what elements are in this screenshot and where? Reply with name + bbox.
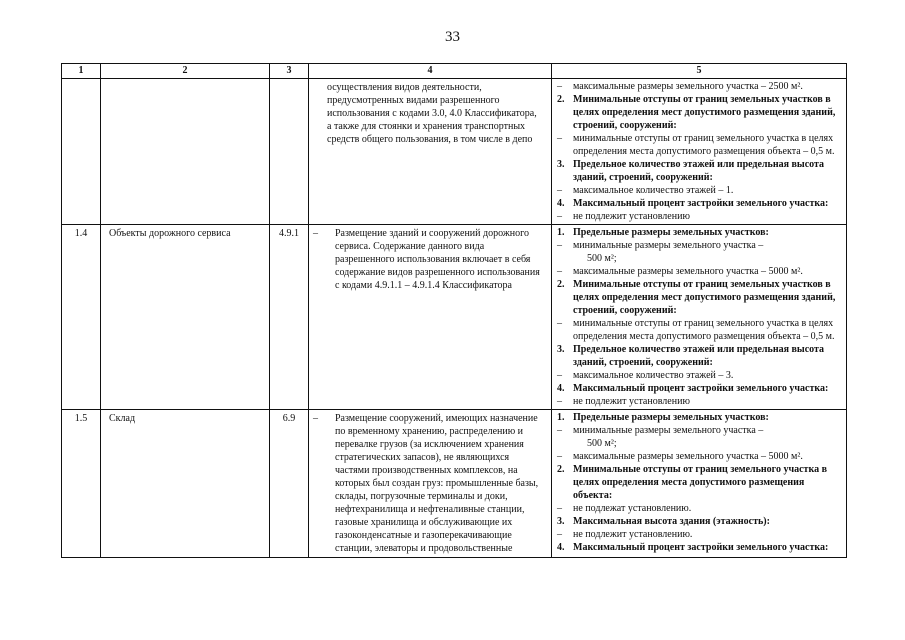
use-description-cell (309, 79, 552, 225)
column-header: 2 (101, 64, 270, 79)
dash-marker: – (557, 425, 562, 436)
parameters-cell (552, 410, 847, 558)
parameter-value (557, 424, 842, 437)
list-number: 3. (557, 344, 565, 355)
parameter-value (557, 80, 842, 93)
use-type-name-cell: Склад (101, 410, 270, 558)
dash-marker: – (557, 185, 562, 196)
use-code-cell: 4.9.1 (270, 225, 309, 410)
list-number: 4. (557, 383, 565, 394)
dash-marker: – (557, 503, 562, 514)
parameter-text: минимальные отступы от границ земельного участка в целях определения места допустимого размещения объекта – 0,5 м. (573, 318, 835, 342)
parameter-text: минимальные отступы от границ земельного участка в целях определения места допустимого размещения объекта – 0,5 м. (573, 133, 835, 157)
dash-marker: – (313, 228, 318, 239)
parameter-value (557, 437, 842, 450)
parameter-value (557, 502, 842, 515)
parameters-cell (552, 79, 847, 225)
description-item (313, 81, 543, 146)
use-type-name-cell (101, 79, 270, 225)
parameter-text: Предельное количество этажей или предельная высота зданий, строений, сооружений: (573, 159, 825, 183)
parameter-value (557, 210, 842, 223)
parameter-heading (557, 158, 842, 184)
use-description-cell (309, 410, 552, 558)
description-item (313, 227, 543, 292)
list-number: 2. (557, 94, 565, 105)
parameter-value (557, 184, 842, 197)
description-text: Размещение зданий и сооружений дорожного сервиса. Содержание данного вида разрешенного использования включает в себя содержание видов разрешенного использования с кодами 4.9.1.1 – 4.9.1.4 Классификатора (335, 228, 540, 291)
dash-marker: – (557, 451, 562, 462)
parameters-cell (552, 225, 847, 410)
parameter-text: Предельные размеры земельных участков: (573, 227, 769, 238)
parameter-value (557, 450, 842, 463)
parameter-text: максимальные размеры земельного участка – 2500 м². (573, 81, 803, 92)
parameter-text: минимальные размеры земельного участка – (573, 425, 764, 436)
dash-marker: – (557, 318, 562, 329)
parameter-text: 500 м²; (587, 253, 617, 264)
dash-marker: – (313, 413, 318, 424)
row-number-cell: 1.4 (62, 225, 101, 410)
column-header: 5 (552, 64, 847, 79)
parameter-value (557, 528, 842, 541)
dash-marker: – (557, 266, 562, 277)
parameter-heading (557, 382, 842, 395)
dash-marker: – (557, 81, 562, 92)
parameter-heading (557, 463, 842, 502)
row-number-cell (62, 79, 101, 225)
parameter-text: минимальные размеры земельного участка – (573, 240, 764, 251)
parameter-heading (557, 515, 842, 528)
use-code-cell: 6.9 (270, 410, 309, 558)
list-number: 2. (557, 279, 565, 290)
list-number: 4. (557, 542, 565, 553)
dash-marker: – (557, 396, 562, 407)
list-number: 3. (557, 516, 565, 527)
parameter-heading (557, 411, 842, 424)
table-row (62, 79, 847, 225)
description-text: осуществления видов деятельности, предусмотренных видами разрешенного использования с кодами 3.0, 4.0 Классификатора, а также для стоянки и хранения транспортных средств общего пользования, в том числе в депо (327, 82, 537, 145)
description-item (313, 412, 543, 555)
parameter-text: Предельное количество этажей или предельная высота зданий, строений, сооружений: (573, 344, 825, 368)
parameter-text: не подлежит установлению (573, 396, 690, 407)
column-header: 3 (270, 64, 309, 79)
parameter-heading (557, 93, 842, 132)
parameter-text: Минимальные отступы от границ земельных участков в целях определения мест допустимого размещения зданий, строений, сооружений: (573, 279, 836, 316)
parameter-text: Максимальный процент застройки земельного участка: (573, 542, 829, 553)
dash-marker: – (557, 370, 562, 381)
dash-marker: – (557, 133, 562, 144)
parameter-heading (557, 343, 842, 369)
use-code-cell (270, 79, 309, 225)
table-row (62, 225, 847, 410)
list-number: 2. (557, 464, 565, 475)
parameter-text: не подлежит установлению (573, 211, 690, 222)
column-header: 4 (309, 64, 552, 79)
parameter-text: максимальные размеры земельного участка – 5000 м². (573, 451, 803, 462)
parameter-text: максимальное количество этажей – 3. (573, 370, 734, 381)
row-number-cell: 1.5 (62, 410, 101, 558)
parameter-text: Предельные размеры земельных участков: (573, 412, 769, 423)
parameter-text: максимальные размеры земельного участка – 5000 м². (573, 266, 803, 277)
parameter-value (557, 132, 842, 158)
parameter-text: не подлежат установлению. (573, 503, 692, 514)
parameter-value (557, 395, 842, 408)
use-description-cell (309, 225, 552, 410)
parameter-text: Минимальные отступы от границ земельного участка в целях определения места допустимого размещения объекта: (573, 464, 827, 501)
parameter-value (557, 369, 842, 382)
description-text: Размещение сооружений, имеющих назначение по временному хранению, распределению и перевалке грузов (за исключением хранения стратегических запасов), не являющихся частями производственных комплексов, на которых был создан груз: промышленные базы, склады, погрузочные терминалы и доки, нефтехранилища и нефтеналивные станции, газовые хранилища и обслуживающие их газоконденсатные и газоперекачивающие станции, элеваторы и продовольственные (335, 413, 539, 554)
dash-marker: – (557, 211, 562, 222)
column-header: 1 (62, 64, 101, 79)
parameter-heading (557, 541, 842, 554)
page-number: 33 (445, 29, 460, 45)
parameter-text: Максимальная высота здания (этажность): (573, 516, 770, 527)
table-row (62, 410, 847, 558)
parameter-text: максимальное количество этажей – 1. (573, 185, 734, 196)
dash-marker: – (557, 240, 562, 251)
parameter-text: не подлежит установлению. (573, 529, 693, 540)
parameter-heading (557, 226, 842, 239)
list-number: 1. (557, 412, 565, 423)
list-number: 4. (557, 198, 565, 209)
parameter-text: Минимальные отступы от границ земельных участков в целях определения мест допустимого размещения зданий, строений, сооружений: (573, 94, 836, 131)
list-number: 3. (557, 159, 565, 170)
use-type-name-cell: Объекты дорожного сервиса (101, 225, 270, 410)
dash-marker: – (557, 529, 562, 540)
table-header-row (62, 64, 847, 79)
parameter-heading (557, 278, 842, 317)
parameter-heading (557, 197, 842, 210)
parameter-value (557, 239, 842, 252)
list-number: 1. (557, 227, 565, 238)
parameter-value (557, 317, 842, 343)
parameter-text: Максимальный процент застройки земельного участка: (573, 198, 829, 209)
parameter-text: 500 м²; (587, 438, 617, 449)
regulations-table (61, 63, 847, 558)
parameter-value (557, 252, 842, 265)
parameter-text: Максимальный процент застройки земельного участка: (573, 383, 829, 394)
parameter-value (557, 265, 842, 278)
